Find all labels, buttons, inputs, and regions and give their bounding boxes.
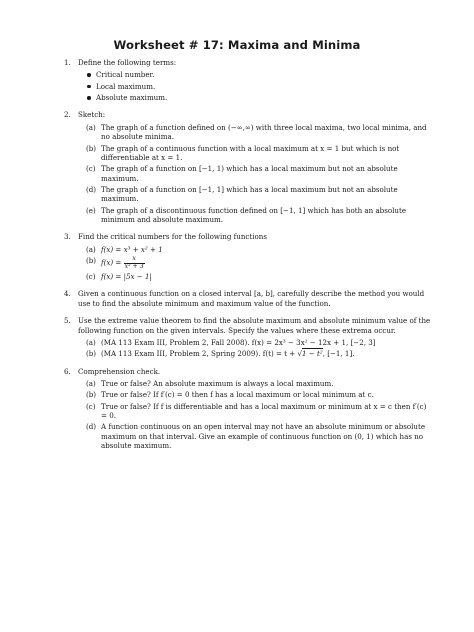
subquestion <box>86 123 434 142</box>
subquestion-text: A function continuous on an open interval may not have an absolute minimum or absolute maximum on that interval. Give an example of continuous function on (0, 1) which has no absolute maximum. <box>101 422 426 451</box>
question-3 <box>64 232 434 281</box>
subquestion <box>86 272 434 281</box>
subquestion <box>86 349 434 358</box>
subquestion-suffix: , [−1, 1]. <box>322 349 355 359</box>
question-text: Find the critical numbers for the following functions <box>78 232 267 242</box>
subquestion-list <box>78 338 434 359</box>
subquestion <box>86 206 434 225</box>
subquestion-label: (b) <box>86 349 97 359</box>
subquestion-text: The graph of a continuous function with a local maximum at x = 1 but which is not differentiable at x = 1. <box>101 143 400 162</box>
subquestion-text: The graph of a discontinuous function defined on [−1, 1] which has both an absolute minimum and absolute maximum. <box>101 205 407 225</box>
subquestion-text: True or false? If f′(c) = 0 then f has a local maximum or local minimum at c. <box>101 390 374 400</box>
subquestion-label: (b) <box>86 390 97 400</box>
question-number: 5. <box>64 316 71 326</box>
term-item: Absolute maximum. <box>86 93 434 102</box>
subquestion <box>86 164 434 183</box>
subquestion-list <box>78 245 434 282</box>
subquestion <box>86 402 434 421</box>
question-6 <box>64 367 434 451</box>
function-prefix: f(x) = <box>101 258 124 268</box>
question-4 <box>64 289 434 308</box>
question-number: 2. <box>64 110 71 120</box>
subquestion-label: (a) <box>86 378 96 388</box>
function-expression: f(x) = x³ + x² + 1 <box>101 244 163 254</box>
question-number: 1. <box>64 58 71 67</box>
subquestion-list <box>78 379 434 451</box>
square-root: √1 − t² <box>297 349 323 359</box>
subquestion-label: (c) <box>86 401 96 411</box>
fraction-numerator: x <box>124 256 145 264</box>
question-text: Comprehension check. <box>78 366 161 376</box>
subquestion-text: (MA 113 Exam III, Problem 2, Fall 2008). f(x) = 2x³ − 3x² − 12x + 1, [−2, 3] <box>101 337 376 347</box>
subquestion-label: (d) <box>86 184 97 194</box>
subquestion <box>86 256 434 270</box>
subquestion <box>86 245 434 254</box>
term-item: Local maximum. <box>86 82 434 91</box>
question-text: Use the extreme value theorem to find the absolute maximum and absolute minimum value of the following function on the given intervals. Specify the values where these extrema occur. <box>78 316 431 335</box>
question-text: Given a continuous function on a closed interval [a, b], carefully describe the method you would use to find the absolute minimum and maximum value of the function. <box>78 289 425 308</box>
fraction <box>124 256 145 270</box>
subquestion-label: (c) <box>86 272 96 282</box>
subquestion-label: (a) <box>86 244 96 254</box>
function-expression: f(x) = |5x − 1| <box>101 272 152 282</box>
subquestion-label: (a) <box>86 337 96 347</box>
subquestion <box>86 144 434 163</box>
question-1 <box>64 58 434 102</box>
subquestion-text: The graph of a function on [−1, 1) which has a local maximum but not an absolute maximum. <box>101 164 398 183</box>
fraction-denominator: x² + 3 <box>124 262 144 270</box>
subquestion <box>86 185 434 204</box>
term-list <box>78 70 434 102</box>
question-text: Define the following terms: <box>78 58 177 67</box>
question-text: Sketch: <box>78 110 106 120</box>
subquestion <box>86 379 434 388</box>
subquestion-text: True or false? If f is differentiable and has a local maximum or minimum at x = c then f′(c) = 0. <box>101 401 427 421</box>
question-list <box>64 58 434 459</box>
subquestion <box>86 390 434 399</box>
subquestion-label: (d) <box>86 422 97 432</box>
question-2 <box>64 110 434 224</box>
subquestion-label: (c) <box>86 164 96 174</box>
question-5 <box>64 316 434 358</box>
subquestion <box>86 422 434 450</box>
subquestion-text: True or false? An absolute maximum is always a local maximum. <box>101 378 334 388</box>
subquestion <box>86 338 434 347</box>
subquestion-label: (a) <box>86 122 96 132</box>
page-title: Worksheet # 17: Maxima and Minima <box>113 38 361 52</box>
subquestion-list <box>78 123 434 225</box>
subquestion-label: (b) <box>86 256 97 266</box>
subquestion-text: The graph of a function defined on (−∞,∞) with three local maxima, two local minima, and no absolute minima. <box>101 122 427 142</box>
radicand: 1 − t² <box>302 349 323 359</box>
subquestion-label: (e) <box>86 205 96 215</box>
question-number: 3. <box>64 232 71 242</box>
subquestion-label: (b) <box>86 143 97 153</box>
subquestion-text: The graph of a function on [−1, 1] which has a local maximum but not an absolute maximum. <box>101 184 398 204</box>
question-number: 4. <box>64 289 71 299</box>
subquestion-text: (MA 113 Exam III, Problem 2, Spring 2009). f(t) = t + <box>101 349 298 359</box>
question-number: 6. <box>64 366 71 376</box>
term-item: Critical number. <box>86 70 434 79</box>
